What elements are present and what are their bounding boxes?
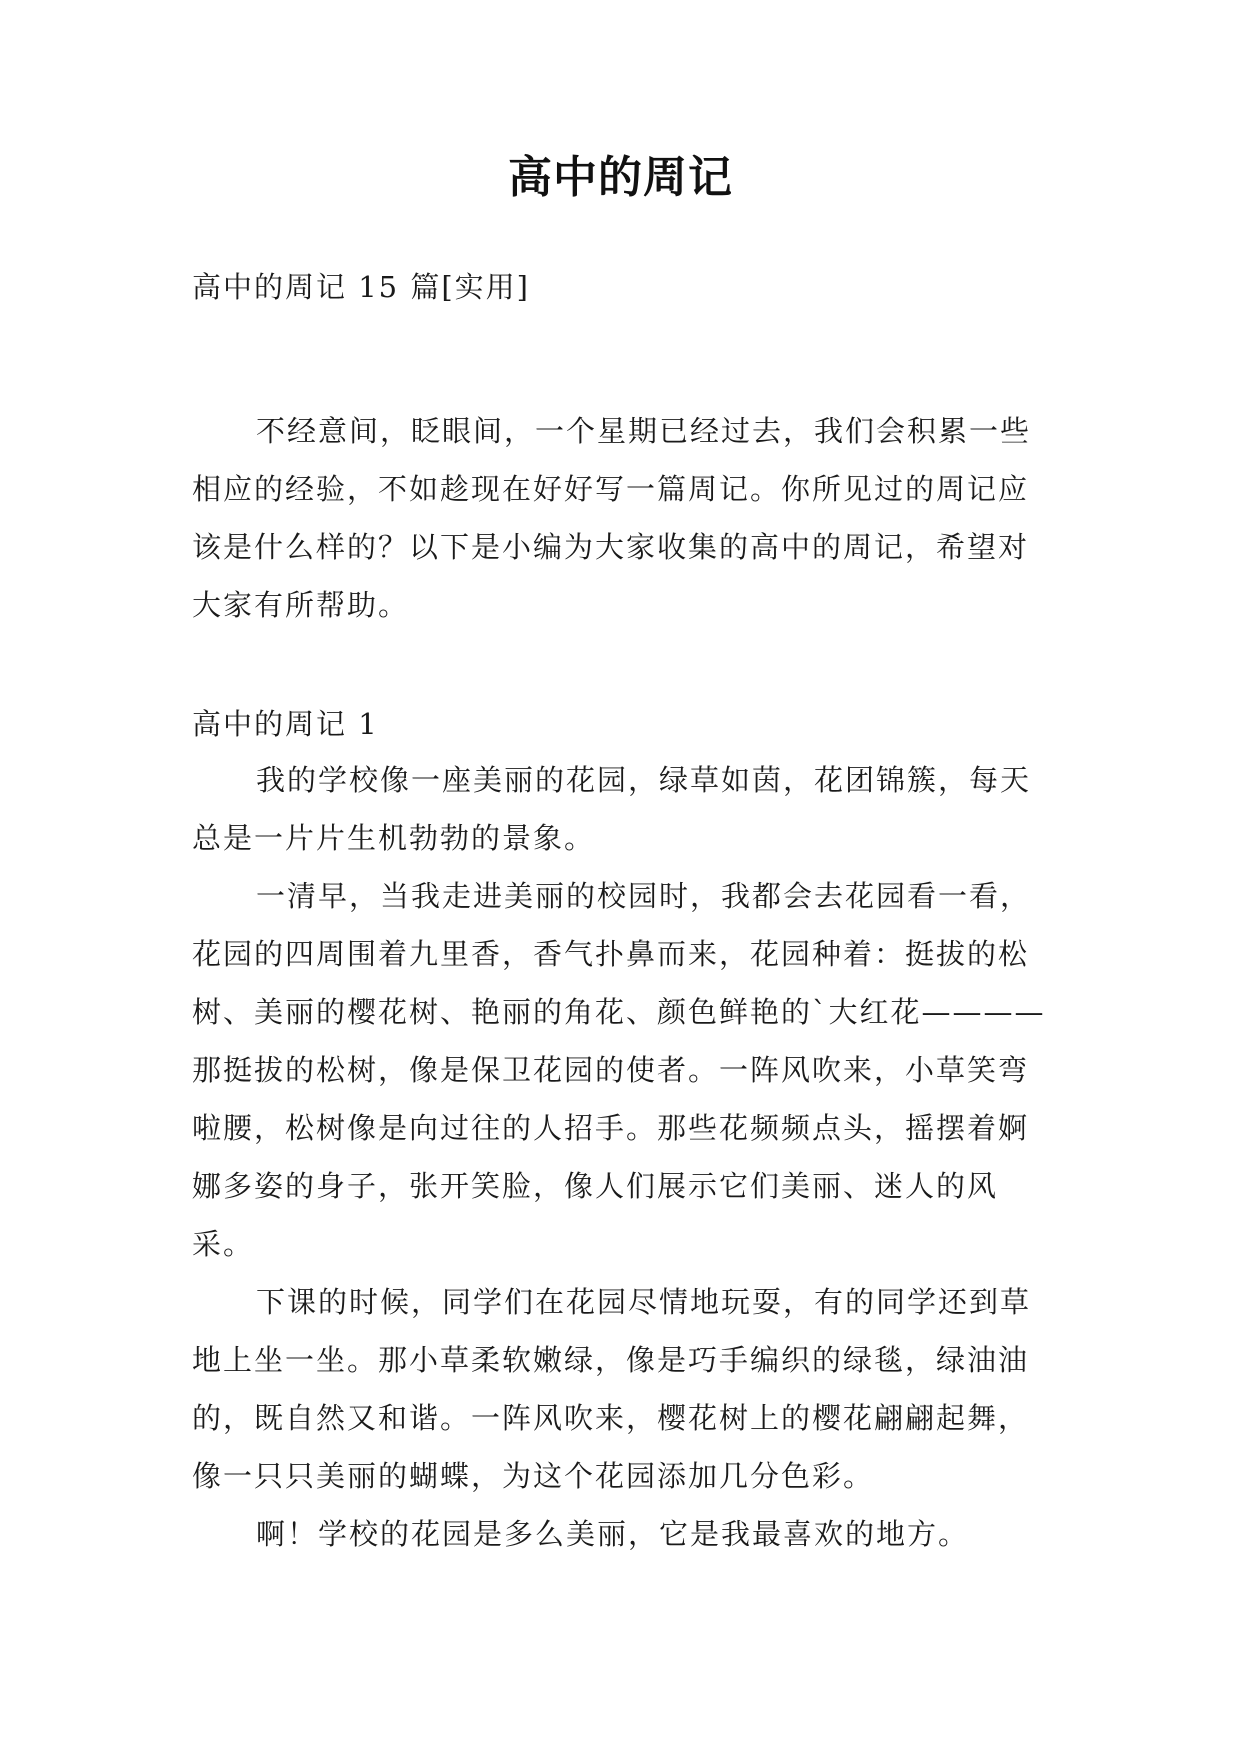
body-paragraph: 我的学校像一座美丽的花园，绿草如茵，花团锦簇，每天总是一片片生机勃勃的景象。 bbox=[192, 763, 1032, 855]
body-paragraph: 下课的时候，同学们在花园尽情地玩耍，有的同学还到草地上坐一坐。那小草柔软嫩绿，像是巧手编织的绿毯，绿油油的，既自然又和谐。一阵风吹来，樱花树上的樱花翩翩起舞，像一只只美丽的蝴蝶，为这个花园添加几分色彩。 bbox=[192, 1285, 1032, 1493]
body-paragraph: 啊！学校的花园是多么美丽，它是我最喜欢的地方。 bbox=[256, 1517, 970, 1551]
section-body bbox=[192, 751, 1058, 1563]
body-paragraph: 一清早，当我走进美丽的校园时，我都会去花园看一看，花园的四周围着九里香，香气扑鼻而来，花园种着：挺拔的松树、美丽的樱花树、艳丽的角花、颜色鲜艳的`大红花————那挺拔的松树，像是保卫花园的使者。一阵风吹来，小草笑弯啦腰，松树像是向过往的人招手。那些花频频点头，摇摆着婀娜多姿的身子，张开笑脸，像人们展示它们美丽、迷人的风采。 bbox=[192, 879, 1046, 1261]
intro-paragraph: 不经意间，眨眼间，一个星期已经过去，我们会积累一些相应的经验，不如趁现在好好写一篇周记。你所见过的周记应该是什么样的？以下是小编为大家收集的高中的周记，希望对大家有所帮助。 bbox=[192, 414, 1032, 622]
section-heading: 高中的周记 1 bbox=[192, 707, 379, 741]
document-title: 高中的周记 bbox=[508, 152, 733, 203]
document-subtitle: 高中的周记 15 篇[实用] bbox=[192, 270, 530, 304]
